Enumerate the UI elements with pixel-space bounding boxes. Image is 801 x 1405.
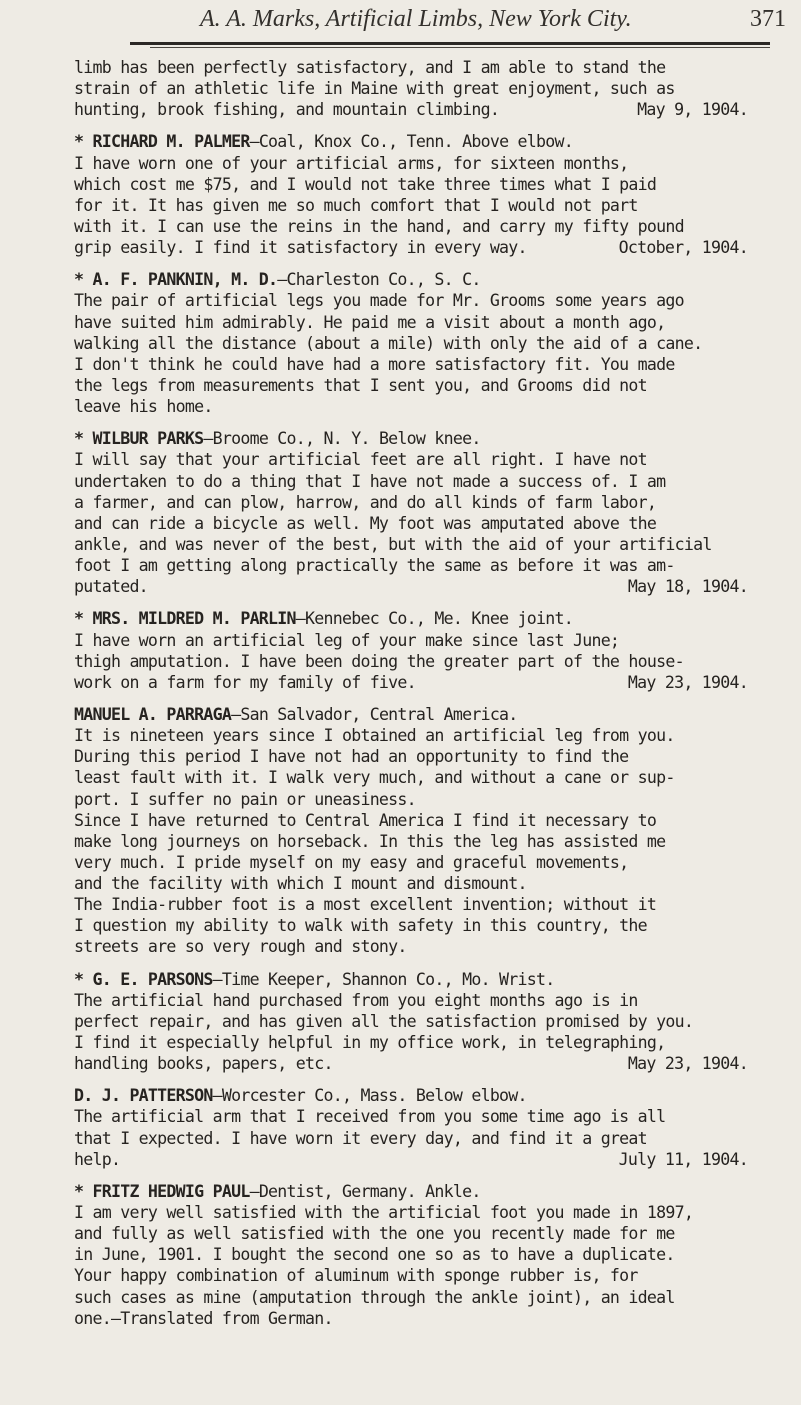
text-line bbox=[74, 333, 748, 354]
text-line bbox=[74, 290, 748, 311]
text-line bbox=[74, 1128, 748, 1149]
line-text: help. bbox=[74, 1149, 121, 1169]
text-line bbox=[74, 1106, 748, 1127]
line-text: for it. It has given me so much comfort that I would not part bbox=[74, 195, 638, 215]
line-text: foot I am getting along practically the same as before it was am- bbox=[74, 556, 675, 576]
text-line bbox=[74, 1011, 748, 1032]
line-text: strain of an athletic life in Maine with great enjoyment, such as bbox=[74, 79, 675, 99]
text-line bbox=[74, 1202, 748, 1223]
line-text: and can ride a bicycle as well. My foot was amputated above the bbox=[74, 513, 657, 533]
testimonials-body bbox=[74, 57, 748, 1329]
header-rule-thin bbox=[150, 47, 770, 48]
running-title: A. A. Marks, Artificial Limbs, New York City. bbox=[200, 6, 632, 32]
testimonial-date: October, 1904. bbox=[618, 238, 748, 258]
paragraph-gap bbox=[74, 693, 748, 704]
line-text: I don't think he could have had a more satisfactory fit. You made bbox=[74, 354, 675, 374]
text-line bbox=[74, 810, 748, 831]
testimonial-date: May 18, 1904. bbox=[627, 577, 748, 597]
text-line bbox=[74, 555, 748, 576]
line-text: least fault with it. I walk very much, and without a cane or sup- bbox=[74, 768, 675, 788]
text-line bbox=[74, 767, 748, 788]
testimonial-name: D. J. PATTERSON bbox=[74, 1086, 213, 1106]
testimonial-location: —Worcester Co., Mass. Below elbow. bbox=[212, 1086, 527, 1106]
text-line bbox=[74, 725, 748, 746]
testimonial-heading bbox=[74, 608, 748, 629]
text-line bbox=[74, 1244, 748, 1265]
line-text: make long journeys on horseback. In this the leg has assisted me bbox=[74, 831, 666, 851]
line-text: The artificial arm that I received from you some time ago is all bbox=[74, 1107, 666, 1127]
text-line bbox=[74, 449, 748, 470]
line-text: perfect repair, and has given all the satisfaction promised by you. bbox=[74, 1011, 694, 1031]
paragraph-gap bbox=[74, 597, 748, 608]
testimonial-heading bbox=[74, 969, 748, 990]
testimonial-panknin bbox=[74, 269, 748, 417]
line-text: ankle, and was never of the best, but with the aid of your artificial bbox=[74, 534, 712, 554]
text-line bbox=[74, 99, 748, 120]
line-text: with it. I can use the reins in the hand, and carry my fifty pound bbox=[74, 216, 684, 236]
testimonial-name: * FRITZ HEDWIG PAUL bbox=[74, 1181, 250, 1201]
text-line bbox=[74, 789, 748, 810]
text-line bbox=[74, 630, 748, 651]
text-line bbox=[74, 237, 748, 258]
text-line bbox=[74, 1265, 748, 1286]
line-text: I have worn one of your artificial arms, for sixteen months, bbox=[74, 153, 629, 173]
text-line bbox=[74, 672, 748, 693]
testimonial-heading bbox=[74, 428, 748, 449]
paragraph-gap bbox=[74, 120, 748, 131]
testimonial-name: * A. F. PANKNIN, M. D. bbox=[74, 270, 278, 290]
text-line bbox=[74, 873, 748, 894]
line-text: one.—Translated from German. bbox=[74, 1308, 333, 1328]
line-text: Since I have returned to Central America I find it necessary to bbox=[74, 810, 657, 830]
testimonial-heading bbox=[74, 1085, 748, 1106]
line-text: walking all the distance (about a mile) with only the aid of a cane. bbox=[74, 333, 703, 353]
testimonial-name: MANUEL A. PARRAGA bbox=[74, 704, 232, 724]
testimonial-parsons bbox=[74, 969, 748, 1075]
testimonial-name: * G. E. PARSONS bbox=[74, 969, 213, 989]
line-text: I question my ability to walk with safety in this country, the bbox=[74, 916, 647, 936]
testimonial-paul bbox=[74, 1181, 748, 1329]
paragraph-gap bbox=[74, 1074, 748, 1085]
testimonial-location: —Time Keeper, Shannon Co., Mo. Wrist. bbox=[212, 969, 555, 989]
line-text: putated. bbox=[74, 577, 148, 597]
testimonial-heading bbox=[74, 1181, 748, 1202]
page-number: 371 bbox=[750, 6, 786, 32]
testimonial-heading bbox=[74, 269, 748, 290]
text-line bbox=[74, 990, 748, 1011]
testimonial-location: —Coal, Knox Co., Tenn. Above elbow. bbox=[249, 132, 573, 152]
testimonial-date: May 23, 1904. bbox=[627, 672, 748, 692]
line-text: The pair of artificial legs you made for Mr. Grooms some years ago bbox=[74, 291, 684, 311]
line-text: The India-rubber foot is a most excellent invention; without it bbox=[74, 895, 657, 915]
text-line bbox=[74, 831, 748, 852]
line-text: The artificial hand purchased from you eight months ago is in bbox=[74, 990, 638, 1010]
line-text: undertaken to do a thing that I have not made a success of. I am bbox=[74, 471, 666, 491]
text-line bbox=[74, 312, 748, 333]
running-header bbox=[200, 6, 800, 33]
text-line bbox=[74, 1308, 748, 1329]
header-rule-thick bbox=[130, 42, 770, 45]
testimonial-date: May 23, 1904. bbox=[627, 1054, 748, 1074]
text-line bbox=[74, 534, 748, 555]
text-line bbox=[74, 396, 748, 417]
line-text: a farmer, and can plow, harrow, and do all kinds of farm labor, bbox=[74, 492, 657, 512]
line-text: and fully as well satisfied with the one you recently made for me bbox=[74, 1224, 675, 1244]
line-text: have suited him admirably. He paid me a visit about a month ago, bbox=[74, 312, 666, 332]
text-line bbox=[74, 375, 748, 396]
line-text: streets are so very rough and stony. bbox=[74, 937, 407, 957]
line-text: During this period I have not had an opportunity to find the bbox=[74, 747, 629, 767]
testimonial-location: —Broome Co., N. Y. Below knee. bbox=[203, 429, 481, 449]
text-line bbox=[74, 1149, 748, 1170]
line-text: the legs from measurements that I sent you, and Grooms did not bbox=[74, 375, 647, 395]
text-line bbox=[74, 576, 748, 597]
text-line bbox=[74, 195, 748, 216]
testimonial-name: * MRS. MILDRED M. PARLIN bbox=[74, 609, 296, 629]
text-line bbox=[74, 57, 748, 78]
line-text: and the facility with which I mount and dismount. bbox=[74, 874, 527, 894]
text-line bbox=[74, 852, 748, 873]
line-text: I find it especially helpful in my office work, in telegraphing, bbox=[74, 1033, 666, 1053]
text-line bbox=[74, 153, 748, 174]
testimonial-parraga bbox=[74, 704, 748, 958]
testimonial-heading bbox=[74, 131, 748, 152]
testimonial-date: July 11, 1904. bbox=[618, 1149, 748, 1169]
line-text: such cases as mine (amputation through the ankle joint), an ideal bbox=[74, 1287, 675, 1307]
testimonial-location: —Dentist, Germany. Ankle. bbox=[249, 1181, 481, 1201]
text-line bbox=[74, 1223, 748, 1244]
line-text: in June, 1901. I bought the second one so as to have a duplicate. bbox=[74, 1245, 675, 1265]
text-line bbox=[74, 78, 748, 99]
line-text: thigh amputation. I have been doing the greater part of the house- bbox=[74, 651, 684, 671]
text-line bbox=[74, 746, 748, 767]
text-line bbox=[74, 1032, 748, 1053]
line-text: leave his home. bbox=[74, 397, 213, 417]
testimonial-heading bbox=[74, 704, 748, 725]
paragraph-gap bbox=[74, 1170, 748, 1181]
testimonial-palmer bbox=[74, 131, 748, 258]
testimonial-location: —San Salvador, Central America. bbox=[231, 704, 518, 724]
line-text: work on a farm for my family of five. bbox=[74, 672, 416, 692]
testimonial-patterson bbox=[74, 1085, 748, 1170]
text-line bbox=[74, 174, 748, 195]
line-text: handling books, papers, etc. bbox=[74, 1054, 333, 1074]
testimonial-parlin bbox=[74, 608, 748, 693]
line-text: which cost me $75, and I would not take three times what I paid bbox=[74, 174, 657, 194]
text-line bbox=[74, 1287, 748, 1308]
text-line bbox=[74, 513, 748, 534]
text-line bbox=[74, 492, 748, 513]
text-line bbox=[74, 354, 748, 375]
line-text: grip easily. I find it satisfactory in every way. bbox=[74, 238, 527, 258]
line-text: I will say that your artificial feet are all right. I have not bbox=[74, 450, 647, 470]
text-line bbox=[74, 915, 748, 936]
line-text: hunting, brook fishing, and mountain climbing. bbox=[74, 100, 500, 120]
text-line bbox=[74, 216, 748, 237]
text-line bbox=[74, 651, 748, 672]
line-text: limb has been perfectly satisfactory, and I am able to stand the bbox=[74, 58, 666, 77]
text-line bbox=[74, 1053, 748, 1074]
paragraph-gap bbox=[74, 258, 748, 269]
text-line bbox=[74, 936, 748, 957]
testimonial-location: —Charleston Co., S. C. bbox=[277, 270, 481, 290]
testimonial-name: * WILBUR PARKS bbox=[74, 429, 204, 449]
text-line bbox=[74, 471, 748, 492]
line-text: port. I suffer no pain or uneasiness. bbox=[74, 789, 416, 809]
line-text: that I expected. I have worn it every day, and find it a great bbox=[74, 1128, 647, 1148]
line-text: I have worn an artificial leg of your make since last June; bbox=[74, 630, 620, 650]
paragraph-gap bbox=[74, 958, 748, 969]
line-text: Your happy combination of aluminum with sponge rubber is, for bbox=[74, 1266, 638, 1286]
line-text: I am very well satisfied with the artificial foot you made in 1897, bbox=[74, 1203, 694, 1223]
line-text: It is nineteen years since I obtained an artificial leg from you. bbox=[74, 726, 675, 746]
testimonial-location: —Kennebec Co., Me. Knee joint. bbox=[295, 609, 573, 629]
testimonial-name: * RICHARD M. PALMER bbox=[74, 132, 250, 152]
testimonial-date: May 9, 1904. bbox=[637, 100, 748, 120]
line-text: very much. I pride myself on my easy and graceful movements, bbox=[74, 852, 629, 872]
testimonial-continued bbox=[74, 57, 748, 120]
text-line bbox=[74, 894, 748, 915]
paragraph-gap bbox=[74, 417, 748, 428]
testimonial-parks bbox=[74, 428, 748, 597]
